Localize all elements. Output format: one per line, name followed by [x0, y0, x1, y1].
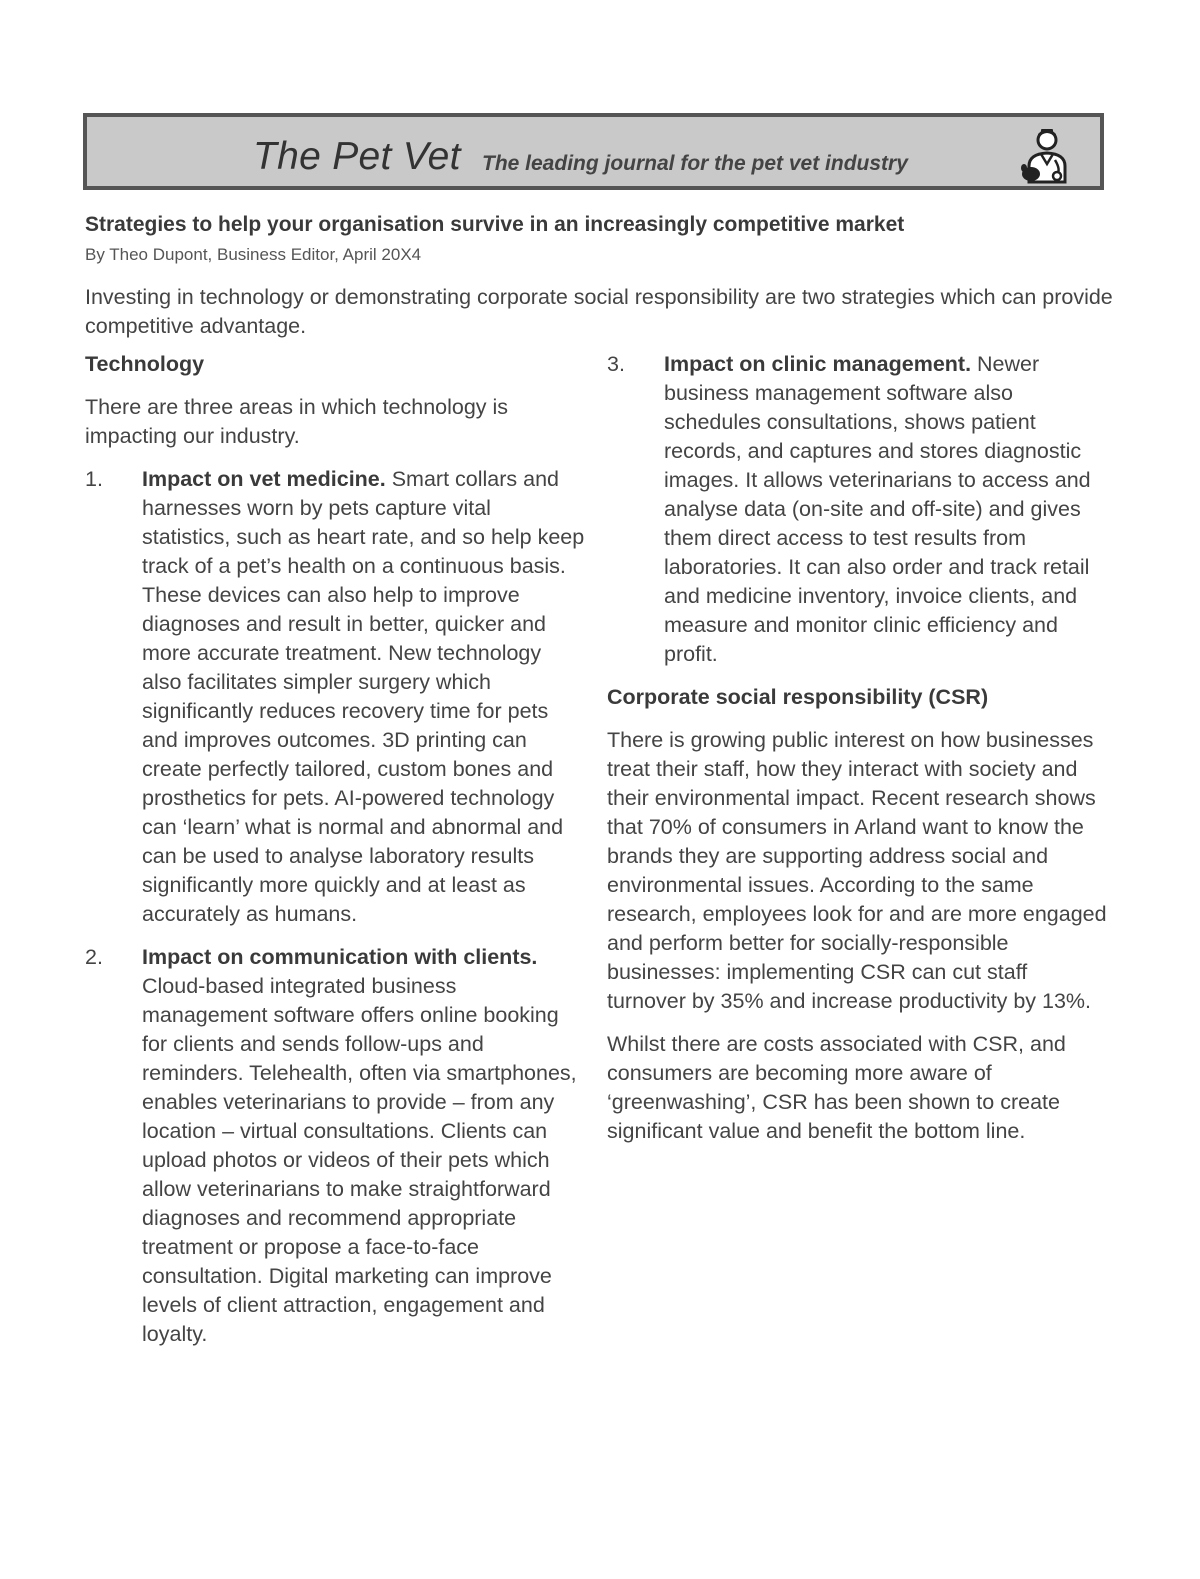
list-item-title: Impact on clinic management. [664, 352, 978, 376]
list-item-title: Impact on vet medicine. [142, 467, 392, 491]
left-column [85, 350, 585, 1363]
journal-title: The Pet Vet [253, 135, 461, 178]
journal-tagline: The leading journal for the pet vet industry [482, 152, 908, 175]
list-item-text: Smart collars and harnesses worn by pets capture vital statistics, such as heart rate, and so help keep track of a pet’s health on a continuous basis. These devices can also help to improve diagnoses and result in better, quicker and more accurate treatment. New technology also facilitates simpler surgery which significantly reduces recovery time for pets and improves outcomes. 3D printing can create perfectly tailored, custom bones and prosthetics for pets. AI-powered technology can ‘learn’ what is normal and abnormal and can be used to analyse laboratory results significantly more quickly and at least as accurately as humans. [142, 467, 585, 926]
technology-heading: Technology [85, 352, 205, 376]
right-column [607, 350, 1112, 1160]
list-item [607, 350, 1112, 669]
list-item-number: 2. [85, 945, 103, 969]
csr-paragraph-1: There is growing public interest on how businesses treat their staff, how they interact with society and their environmental impact. Recent research shows that 70% of consumers in Arland want to know the brands they are supporting address social and environmental issues. According to the same research, employees look for and are more engaged and perform better for socially-responsible businesses: implementing CSR can cut staff turnover by 35% and increase productivity by 13%. [607, 728, 1107, 1013]
veterinarian-icon [1017, 126, 1077, 186]
list-item [85, 465, 585, 929]
list-item-title: Impact on communication with clients. [142, 945, 538, 969]
list-item-number: 1. [85, 467, 103, 491]
list-item-text: Cloud-based integrated business management software offers online booking for clients and sends follow-ups and reminders. Telehealth, often via smartphones, enables veterinarians to provide – from any location – virtual consultations. Clients can upload photos or videos of their pets which allow veterinarians to make straightforward diagnoses and recommend appropriate treatment or propose a face-to-face consultation. Digital marketing can improve levels of client attraction, engagement and loyalty. [142, 974, 577, 1346]
list-item-text: Newer business management software also schedules consultations, shows patient records, and captures and stores diagnostic images. It allows veterinarians to access and analyse data (on-site and off-site) and gives them direct access to test results from laboratories. It can also order and track retail and medicine inventory, invoice clients, and measure and monitor clinic efficiency and profit. [664, 352, 1091, 666]
csr-heading: Corporate social responsibility (CSR) [607, 685, 989, 709]
masthead [83, 113, 1104, 190]
list-item-number: 3. [607, 352, 625, 376]
article-intro: Investing in technology or demonstrating corporate social responsibility are two strategies which can provide competitive advantage. [85, 285, 1113, 338]
article-headline: Strategies to help your organisation survive in an increasingly competitive market [85, 213, 905, 236]
csr-paragraph-2: Whilst there are costs associated with CSR, and consumers are becoming more aware of ‘greenwashing’, CSR has been shown to create significant value and benefit the bottom line. [607, 1032, 1066, 1143]
article-byline: By Theo Dupont, Business Editor, April 20X4 [85, 245, 422, 264]
list-item [85, 943, 585, 1349]
technology-intro: There are three areas in which technology is impacting our industry. [85, 395, 509, 448]
